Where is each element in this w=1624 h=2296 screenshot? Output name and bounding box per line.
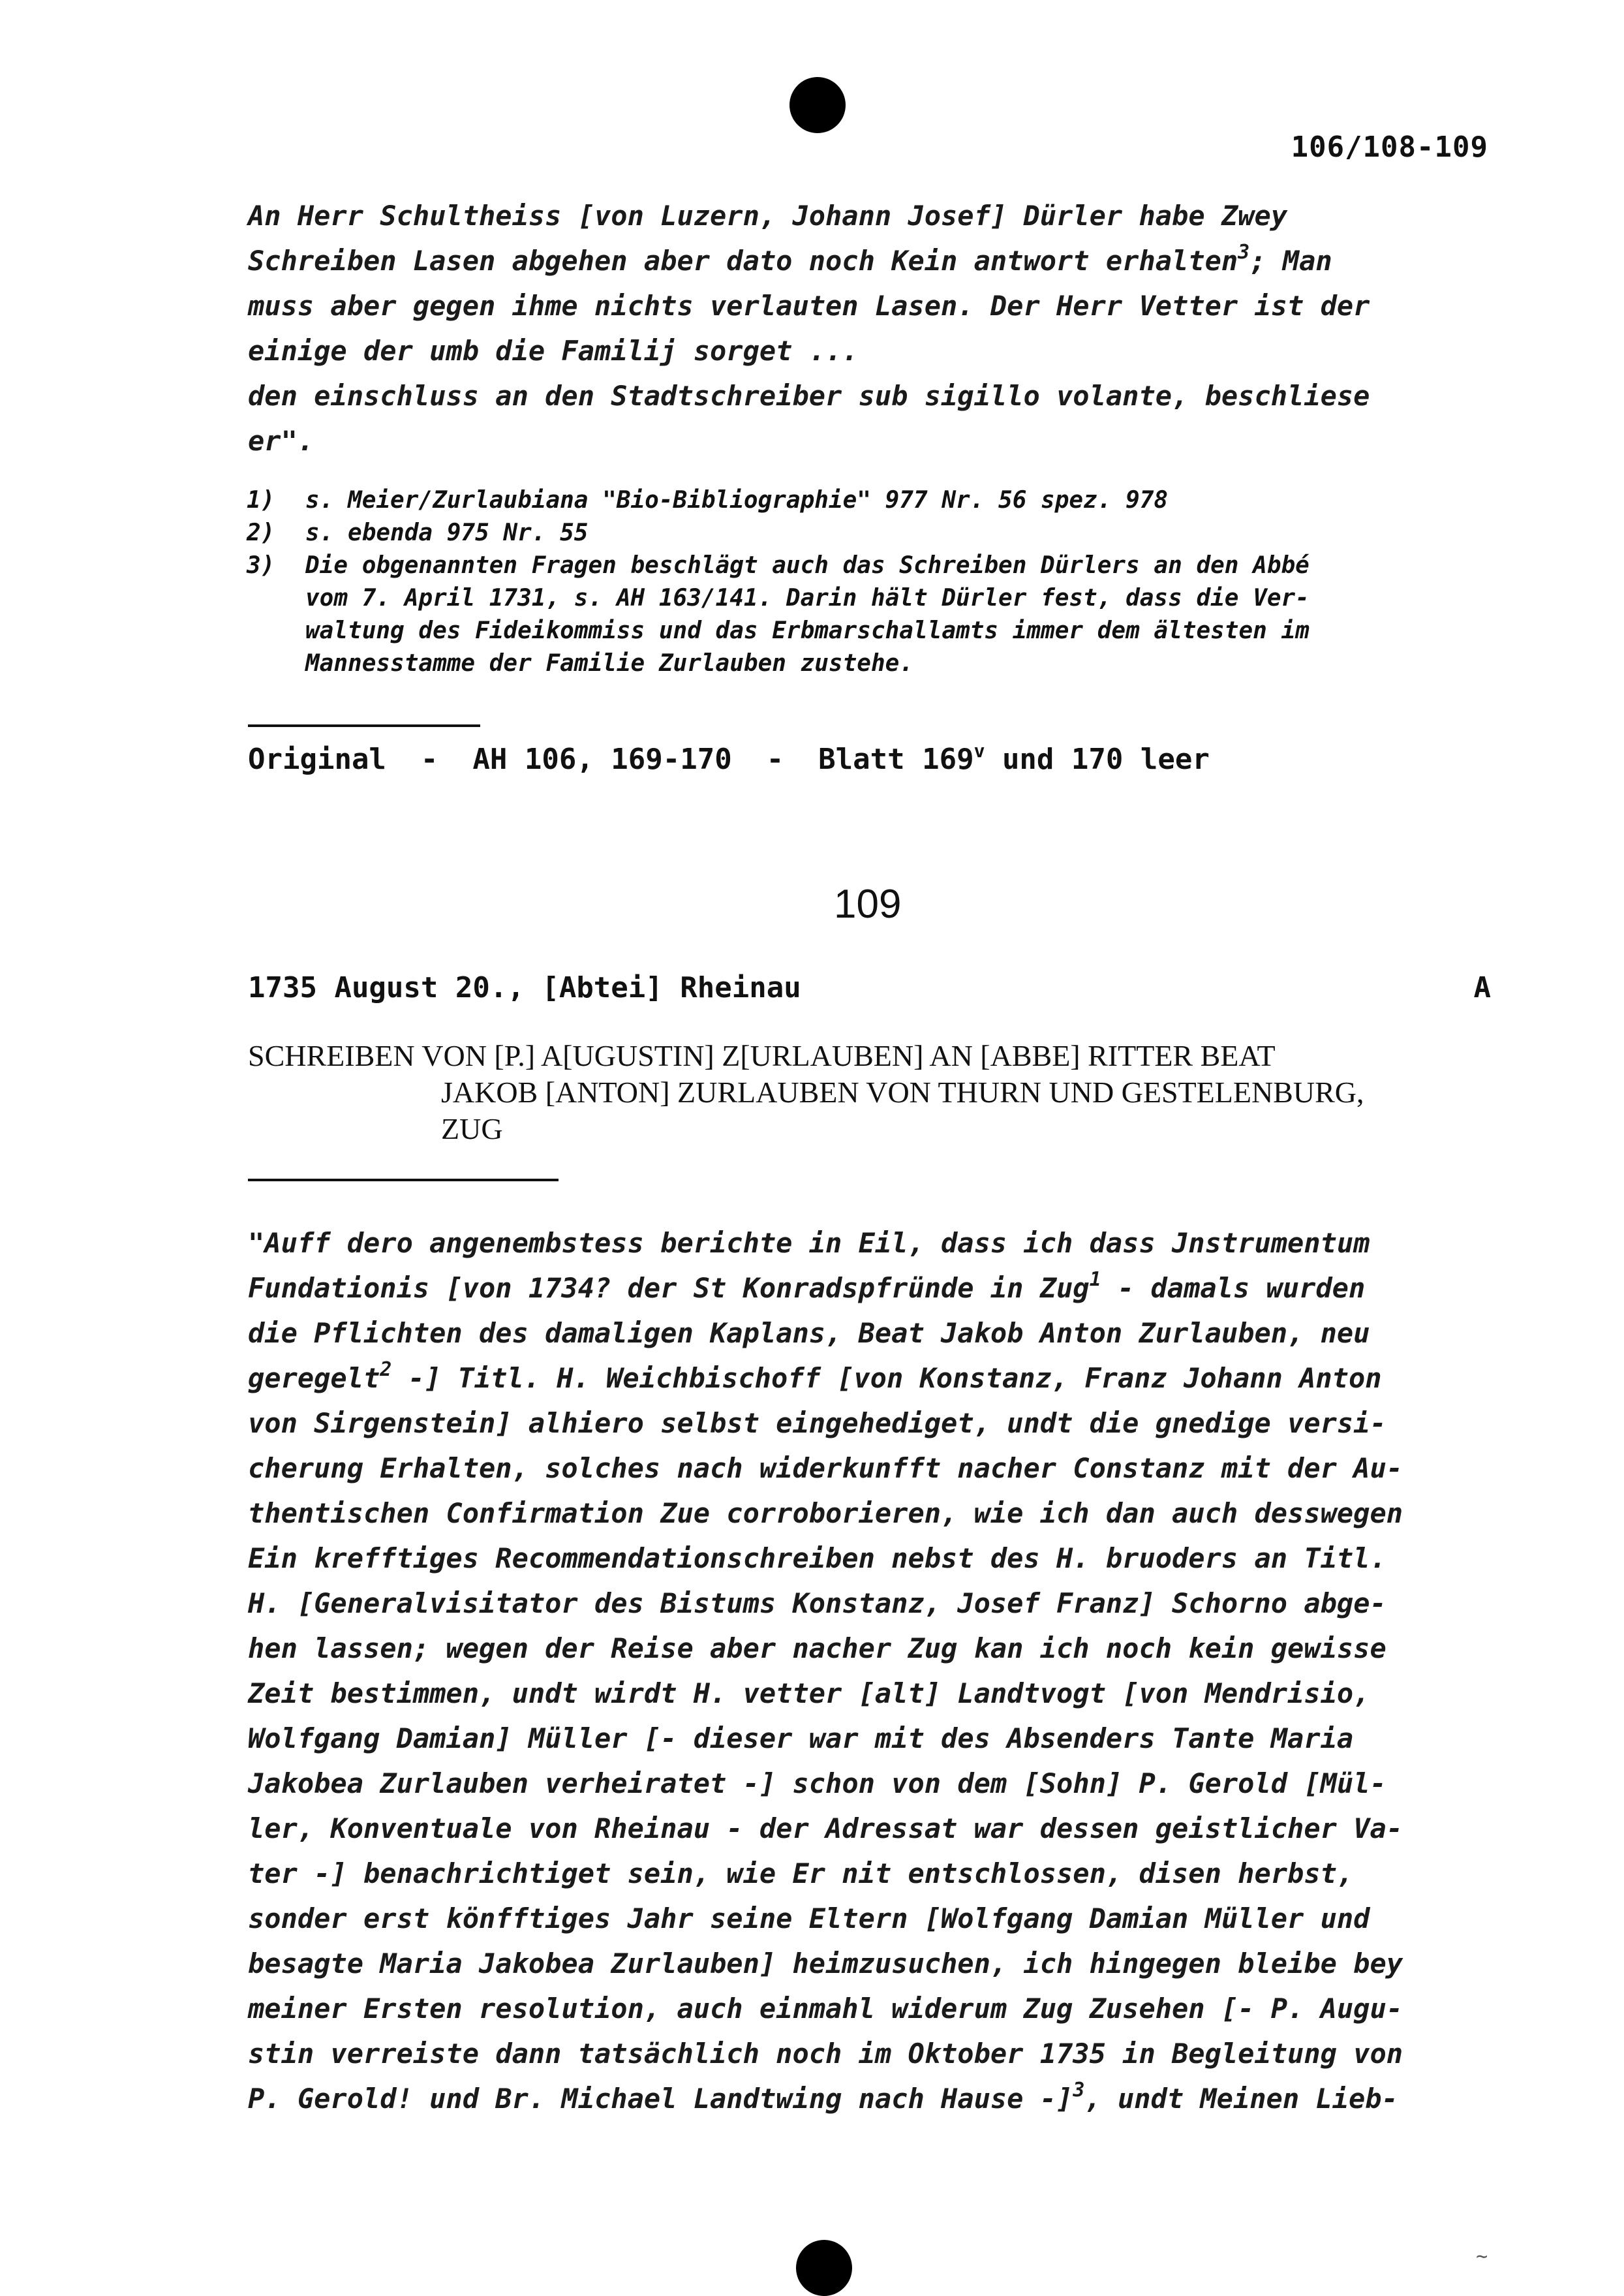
document-number: 109 bbox=[834, 882, 902, 927]
text-line: Ein krefftiges Recommendationschreiben nebst des H. bruoders an Titl. bbox=[248, 1542, 1387, 1574]
footnotes bbox=[247, 484, 1310, 680]
footnote-text: s. ebenda 975 Nr. 55 bbox=[305, 520, 589, 546]
text-line: thentischen Confirmation Zue corroborieren, wie ich dan auch desswegen bbox=[248, 1497, 1403, 1529]
text-line: ler, Konventuale von Rheinau - der Adressat war dessen geistlicher Va- bbox=[248, 1812, 1403, 1844]
text-line: muss aber gegen ihme nichts verlauten Lasen. Der Herr Vetter ist der bbox=[248, 290, 1370, 322]
divider-rule bbox=[248, 1179, 559, 1181]
text-line: sonder erst könfftiges Jahr seine Eltern [Wolfgang Damian Müller und bbox=[248, 1902, 1370, 1934]
text-line: stin verreiste dann tatsächlich noch im Oktober 1735 in Begleitung von bbox=[248, 2038, 1403, 2070]
letter-text bbox=[248, 1220, 1491, 2121]
punch-hole-bottom bbox=[796, 2240, 852, 2296]
footnote bbox=[247, 550, 1310, 680]
document-marker: A bbox=[1473, 971, 1491, 1004]
date-place: 1735 August 20., [Abtei] Rheinau bbox=[248, 971, 801, 1004]
title-line: JAKOB [ANTON] ZURLAUBEN VON THURN UND GESTELENBURG, bbox=[441, 1076, 1364, 1109]
text-line: Jakobea Zurlauben verheiratet -] schon von dem [Sohn] P. Gerold [Mül- bbox=[248, 1767, 1387, 1799]
title-line: ZUG bbox=[441, 1112, 503, 1145]
footnote-number: 3) bbox=[247, 552, 275, 579]
text-line: die Pflichten des damaligen Kaplans, Beat Jakob Anton Zurlauben, neu bbox=[248, 1317, 1370, 1349]
original-note: Original - AH 106, 169-170 - Blatt 169$^v$ und 170 leer bbox=[248, 740, 1210, 776]
footnote bbox=[247, 484, 1310, 517]
corner-mark: ∼ bbox=[1476, 2245, 1488, 2268]
text-line: hen lassen; wegen der Reise aber nacher Zug kan ich noch kein gewisse bbox=[248, 1632, 1387, 1664]
text-line: An Herr Schultheiss [von Luzern, Johann Josef] Dürler habe Zwey bbox=[248, 200, 1288, 232]
text-line: P. Gerold! und Br. Michael Landtwing nach Hause -]$^3$, undt Meinen Lieb- bbox=[248, 2079, 1398, 2115]
text-line: Wolfgang Damian] Müller [- dieser war mit des Absenders Tante Maria bbox=[248, 1722, 1354, 1754]
text-line: ter -] benachrichtiget sein, wie Er nit entschlossen, disen herbst, bbox=[248, 1857, 1354, 1889]
text-line: "Auff dero angenembstess berichte in Eil, dass ich dass Jnstrumentum bbox=[248, 1227, 1370, 1259]
text-line: Zeit bestimmen, undt wirdt H. vetter [alt] Landtvogt [von Mendrisio, bbox=[248, 1677, 1370, 1709]
title-line: SCHREIBEN VON [P.] A[UGUSTIN] Z[URLAUBEN] AN [ABBE] RITTER BEAT bbox=[248, 1039, 1276, 1072]
text-line: H. [Generalvisitator des Bistums Konstanz, Josef Franz] Schorno abge- bbox=[248, 1587, 1387, 1619]
divider-rule bbox=[248, 724, 480, 727]
punch-hole-top bbox=[789, 77, 846, 133]
text-line: Fundationis [von 1734? der St Konradspfründe in Zug$^1$ - damals wurden bbox=[248, 1268, 1366, 1304]
footnote-number: 2) bbox=[247, 520, 275, 546]
text-line: er". bbox=[248, 425, 314, 457]
text-line: geregelt$^2$ -] Titl. H. Weichbischoff [von Konstanz, Franz Johann Anton bbox=[248, 1358, 1382, 1394]
text-line: meiner Ersten resolution, auch einmahl widerum Zug Zusehen [- P. Augu- bbox=[248, 1993, 1403, 2025]
footnote-text: s. Meier/Zurlaubiana "Bio-Bibliographie" 977 Nr. 56 spez. 978 bbox=[305, 487, 1169, 514]
footnote bbox=[247, 517, 1310, 550]
footnote-text: Die obgenannten Fragen beschlägt auch das Schreiben Dürlers an den Abbé vom 7. April 1731, s. AH 163/141. Darin hält Dürler fest, dass die Ver- waltung des Fideikommiss und das Erbmarschallamts immer dem ältesten im Mannesstamme der Familie Zurlauben zustehe. bbox=[305, 552, 1310, 677]
text-line: besagte Maria Jakobea Zurlauben] heimzusuchen, ich hingegen bleibe bey bbox=[248, 1947, 1403, 1979]
footnote-number: 1) bbox=[247, 487, 275, 514]
text-line: einige der umb die Familij sorget ... bbox=[248, 335, 859, 367]
previous-letter-excerpt bbox=[248, 193, 1491, 463]
page-reference: 106/108-109 bbox=[1291, 131, 1488, 164]
text-line: den einschluss an den Stadtschreiber sub sigillo volante, beschliese bbox=[248, 380, 1370, 412]
document-title bbox=[248, 1038, 1491, 1147]
text-line: Schreiben Lasen abgehen aber dato noch Kein antwort erhalten$^3$; Man bbox=[248, 241, 1332, 277]
text-line: cherung Erhalten, solches nach widerkunfft nacher Constanz mit der Au- bbox=[248, 1452, 1403, 1484]
dateline bbox=[248, 971, 1491, 1004]
text-line: von Sirgenstein] alhiero selbst eingehediget, undt die gnedige versi- bbox=[248, 1407, 1387, 1439]
